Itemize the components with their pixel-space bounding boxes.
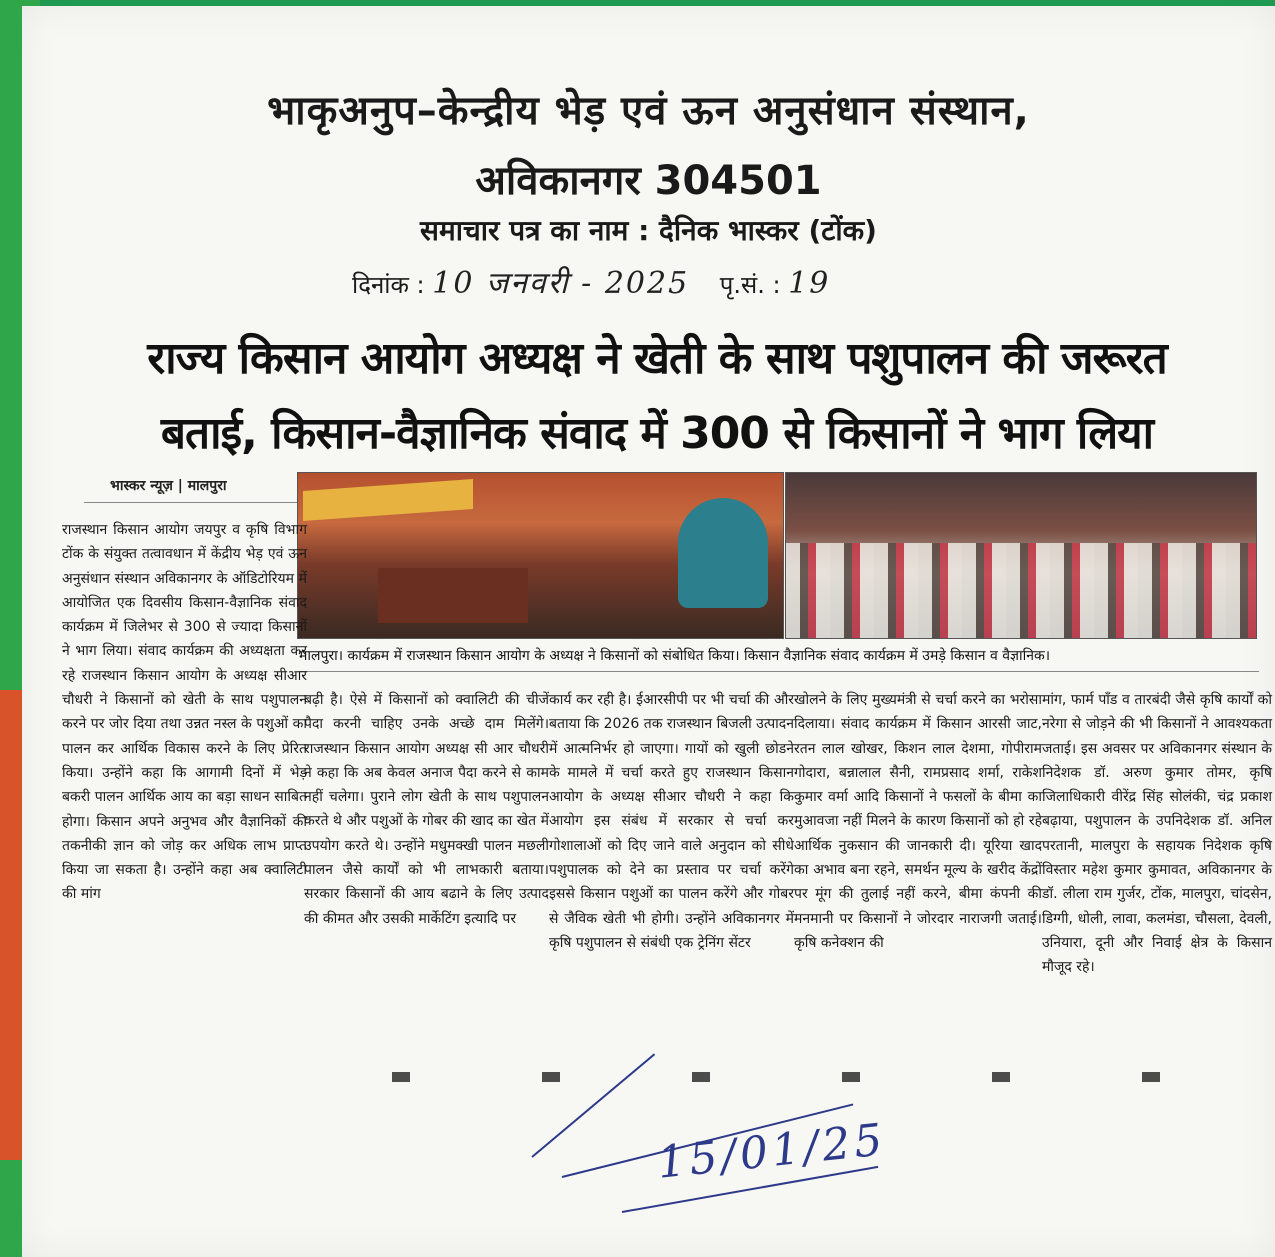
cut-off-text-fragment [392,1072,1275,1082]
headline-line-1: राज्य किसान आयोग अध्यक्ष ने खेती के साथ पशुपालन की जरूरत [147,333,1167,384]
photo-caption: मालपुरा। कार्यक्रम में राजस्थान किसान आयोग के अध्यक्ष ने किसानों को संबोधित किया। किसान वैज्ञानिक संवाद कार्यक्रम में उमड़े किसान व वैज्ञानिक। [299,648,1051,664]
article-column-2-text: बढ़ी है। ऐसे में किसानों को क्वालिटी की चीजें पैदा करनी चाहिए उनके अच्छे दाम मिलेंगे। राजस्थान किसान आयोग अध्यक्ष सी आर चौधरी ने कहा कि अब केवल अनाज पैदा करने से काम नहीं चलेगा। पुराने लोग खेती के साथ पशुपालन करते थे और पशुओं के गोबर की खाद का खेत में उपयोग करते थे। उन्होंने मधुमक्खी पालन मछली पालन जैसे कार्यों को भी लाभकारी बताया। सरकार किसानों की आय बढाने के लिए उत्पाद की कीमत और उसकी मार्केटिंग इत्यादि पर [304,692,549,927]
article-column-4 [794,688,1042,955]
page-value-handwritten: 19 [788,266,831,301]
article-column-3 [549,688,794,955]
institute-name: भाकृअनुप–केन्द्रीय भेड़ एवं ऊन अनुसंधान संस्थान, [267,88,1030,134]
dateline [352,261,830,302]
article-column-5-text: मांग, फार्म पॉंड व तारबंदी जैसे कृषि कार्यों को नरेगा से जोड़ने की भी किसानों ने आवश्यकता जताई। इस अवसर पर अविकानगर संस्थान के निदेशक डॉ. अरुण कुमार तोमर, कृषि जिलाधिकारी वीरेंद्र सिंह सोलंकी, चंद्र प्रकाश बढ़ाया, पशुपालन के उपनिदेशक डॉ. अनिल परतानी, मालपुरा के सहायक निदेशक कृषि विस्तार महेश कुमार कुमावत, अविकानगर के डॉ. लीला राम गुर्जर, टोंक, मालपुरा, चांदसेन, डिग्गी, धोली, लावा, कलमंडा, चौसला, देवली, उनियारा, दूनी और निवाई क्षेत्र के किसान मौजूद रहे। [1042,692,1272,976]
article-column-3-text: कार्य कर रही है। ईआरसीपी पर भी चर्चा की और बताया कि 2026 तक राजस्थान बिजली उत्पादन में आत्मनिर्भर हो जाएगा। गायों को खुली छोडने के मामले में चर्चा करते हुए राजस्थान किसान आयोग के अध्यक्ष सीआर चौधरी ने कहा कि आयोग इस संबंध में सरकार से चर्चा कर गोशालाओं को दिए जाने वाले अनुदान को सीधे पशुपालक को देने का प्रस्ताव पर चर्चा करेंगे इससे किसान पशुओं का पालन करेंगे और गोबर से जैविक खेती भी होगी। उन्होंने अविकानगर में कृषि पशुपालन से संबंधी एक ट्रेनिंग सेंटर [549,692,794,951]
date-label: दिनांक : [352,271,425,299]
date-value-handwritten: 10 जनवरी - 2025 [432,266,690,301]
page-label: पृ.सं. : [719,271,781,299]
article-column-1 [62,518,307,907]
article-column-2 [304,688,549,931]
signature-date: 15/01/25 [654,1114,889,1189]
institute-place: अविकानगर 304501 [475,158,822,204]
stage-podium [378,568,528,623]
headline-line-2: बताई, किसान-वैज्ञानिक संवाद में 300 से किसानों ने भाग लिया [160,408,1154,459]
byline-divider [84,502,310,503]
article-column-4-text: खोलने के लिए मुख्यमंत्री से चर्चा करने का भरोसा दिलाया। संवाद कार्यक्रम में किसान आरसी जाट, रतन लाल खोखर, किशन लाल देशमा, गोपीराम गोदारा, बन्नालाल सैनी, रामप्रसाद शर्मा, राकेश कुमार वर्मा आदि किसानों ने फसलों के बीमा का मुआवजा नहीं मिलने के कारण किसानों को हो रहे आर्थिक नुकसान की जानकारी दी। यूरिया खाद का अभाव बना रहने, समर्थन मूल्य के खरीद केंद्रों पर मूंग की तुलाई नहीं करने, बीमा कंपनी की मनमानी पर किसानों ने जोरदार नाराजगी जताई। कृषि कनेक्शन की [794,692,1042,951]
signature-stroke [531,1053,655,1157]
article-column-1-text: राजस्थान किसान आयोग जयपुर व कृषि विभाग टोंक के संयुक्त तत्वावधान में केंद्रीय भेड़ एवं ऊन अनुसंधान संस्थान अविकानगर के ऑडिटोरियम में आयोजित एक दिवसीय किसान-वैज्ञानिक संवाद कार्यक्रम में जिलेभर से 300 से ज्यादा किसानों ने भाग लिया। संवाद कार्यक्रम की अध्यक्षता कर रहे राजस्थान किसान आयोग के अध्यक्ष सीआर चौधरी ने किसानों को खेती के साथ पशुपालन करने पर जोर दिया तथा उन्नत नस्ल के पशुओं का पालन कर आर्थिक विकास करने के लिए प्रेरित किया। उन्होंने कहा कि आगामी दिनों में भेड़ बकरी पालन आर्थिक आय का बड़ा साधन साबित होगा। किसान अपने अनुभव और वैज्ञानिकों की तकनीकी ज्ञान को जोड़ कर अधिक लाभ प्राप्त किया जा सकता है। उन्होंने कहा अब क्वालिटी की मांग [62,522,307,903]
stage-banner [303,479,473,521]
newspaper-name: समाचार पत्र का नाम : दैनिक भास्कर (टोंक) [420,214,877,247]
audience-photo [785,472,1257,639]
newspaper-clipping-sheet [22,6,1275,1257]
stage-tree-display [678,498,768,608]
article-column-5 [1042,688,1272,980]
byline: भास्कर न्यूज़ | मालपुरा [110,478,227,494]
event-stage-photo [297,472,784,639]
caption-divider [299,671,1259,672]
audience-crowd [786,543,1256,638]
